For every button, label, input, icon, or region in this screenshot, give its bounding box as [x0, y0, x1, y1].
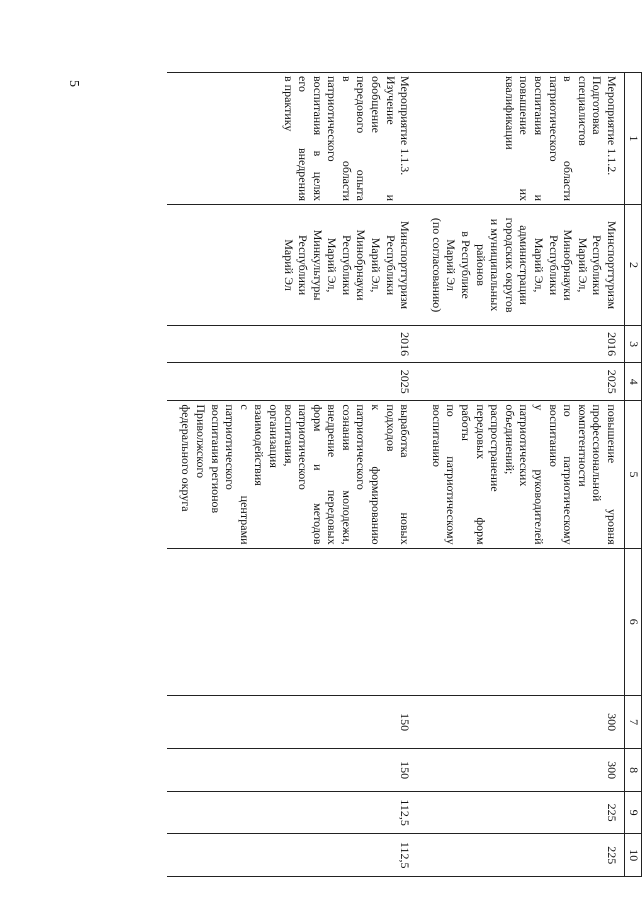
column-6-cell — [417, 548, 624, 695]
responsible-line: Минобрнауки — [354, 229, 369, 301]
result-line: воспитанию — [429, 404, 444, 467]
table-row — [167, 73, 418, 877]
result-line: объединений; — [502, 404, 517, 475]
responsible-line: администрации — [517, 225, 532, 305]
result-line: у руководителей — [532, 404, 547, 545]
column-header-2: 2 — [625, 205, 642, 326]
column-header-9: 9 — [625, 791, 642, 834]
responsible-line: Минспорттуризм — [398, 221, 413, 310]
activity-name-line: квалификации — [502, 76, 517, 150]
activity-name-line: воспитания в целях — [310, 76, 325, 201]
result-line: с центрами — [237, 404, 252, 545]
responsible-line: и муниципальных — [488, 218, 503, 312]
result-line: к формированию — [369, 404, 384, 545]
result-line: взаимодействия — [252, 404, 267, 486]
result-line: выработка новых — [398, 404, 413, 545]
expected-result-cell — [167, 401, 418, 548]
result-line: федерального округа — [179, 404, 194, 512]
table-row — [417, 73, 624, 877]
activity-name-line: Мероприятие 1.1.2. — [605, 76, 619, 176]
result-line: профессиональной — [590, 404, 605, 502]
responsible-line: Марий Эл — [444, 239, 459, 291]
responsible-line: Марий Эл, — [325, 237, 340, 293]
rotated-table-wrapper — [128, 72, 642, 877]
responsible-line: Минобрнауки — [561, 229, 576, 301]
result-line: воспитанию — [546, 404, 561, 467]
result-line: сознания молодежи, — [339, 404, 354, 545]
result-line: по патриотическому — [561, 404, 576, 545]
activity-name-line: в практику — [281, 76, 296, 132]
column-header-5: 5 — [625, 401, 642, 548]
responsible-line: Республики — [590, 234, 605, 296]
responsible-line: (по согласованию) — [429, 217, 444, 313]
program-activities-table — [167, 72, 642, 877]
activity-name-cell — [417, 73, 624, 205]
responsible-line: Минкультуры — [310, 229, 325, 301]
column-header-6: 6 — [625, 548, 642, 695]
column-6-cell — [167, 548, 418, 695]
responsible-line: Республики — [339, 234, 354, 296]
expected-result-cell — [417, 401, 624, 548]
column-10-cell: 225 — [417, 834, 624, 877]
activity-name-line: повышение их — [517, 76, 532, 201]
result-line: подходов — [383, 404, 398, 452]
activity-name-line: передового опыта — [354, 76, 369, 201]
column-header-4: 4 — [625, 363, 642, 401]
result-line: воспитания регионов — [208, 404, 223, 514]
result-line: воспитания, — [281, 404, 296, 467]
responsible-line: в Республике — [459, 231, 474, 299]
end-year-cell: 2025 — [167, 363, 418, 401]
result-line: Приволжского — [193, 404, 208, 479]
column-7-cell: 300 — [417, 695, 624, 748]
activity-name-line: воспитания и — [532, 76, 547, 201]
column-header-10: 10 — [625, 834, 642, 877]
column-9-cell: 225 — [417, 791, 624, 834]
column-10-cell: 112,5 — [167, 834, 418, 877]
column-header-8: 8 — [625, 749, 642, 792]
end-year-cell: 2025 — [417, 363, 624, 401]
result-line: форм и методов — [310, 404, 325, 545]
result-line: организация — [266, 404, 281, 468]
column-number-row — [625, 73, 642, 877]
activity-name-line: его внедрения — [296, 76, 311, 201]
column-7-cell: 150 — [167, 695, 418, 748]
activity-name-line: обобщение — [369, 76, 384, 133]
column-9-cell: 112,5 — [167, 791, 418, 834]
responsible-line: Республики — [296, 234, 311, 296]
result-line: патриотических — [517, 404, 532, 487]
activity-name-line: Подготовка — [590, 76, 605, 135]
start-year-cell: 2016 — [417, 326, 624, 363]
responsible-cell — [417, 205, 624, 326]
activity-name-line: патриотического — [325, 76, 340, 162]
responsible-line: Марий Эл, — [575, 237, 590, 293]
page-number: 5 — [66, 80, 81, 87]
result-line: распространение — [488, 404, 503, 492]
result-line: работы — [459, 404, 474, 441]
start-year-cell: 2016 — [167, 326, 418, 363]
responsible-line: городских округов — [502, 217, 517, 313]
responsible-line: Минспорттуризм — [605, 221, 619, 310]
activity-name-line: патриотического — [546, 76, 561, 162]
activity-name-cell — [167, 73, 418, 205]
column-header-7: 7 — [625, 695, 642, 748]
responsible-line: Марий Эл — [281, 239, 296, 291]
result-line: повышение уровня — [605, 404, 619, 545]
activity-name-line: в области — [561, 76, 576, 201]
column-header-1: 1 — [625, 73, 642, 205]
activity-name-line: Изучение и — [383, 76, 398, 201]
responsible-line: Марий Эл, — [369, 237, 384, 293]
result-line: патриотического — [354, 404, 369, 490]
activity-name-line: в области — [339, 76, 354, 201]
result-line: компетентности — [575, 404, 590, 487]
result-line: передовых форм — [473, 404, 488, 545]
responsible-line: Марий Эл, — [532, 237, 547, 293]
result-line: патриотического — [223, 404, 238, 490]
responsible-line: Республики — [383, 234, 398, 296]
activity-name-line: специалистов — [575, 76, 590, 146]
column-header-3: 3 — [625, 326, 642, 363]
responsible-cell — [167, 205, 418, 326]
column-8-cell: 150 — [167, 749, 418, 792]
result-line: по патриотическому — [444, 404, 459, 545]
activity-name-line: Мероприятие 1.1.3. — [398, 76, 413, 176]
column-8-cell: 300 — [417, 749, 624, 792]
responsible-line: районов — [473, 244, 488, 286]
result-line: внедрение передовых — [325, 404, 340, 545]
responsible-line: Республики — [546, 234, 561, 296]
result-line: патриотического — [296, 404, 311, 490]
